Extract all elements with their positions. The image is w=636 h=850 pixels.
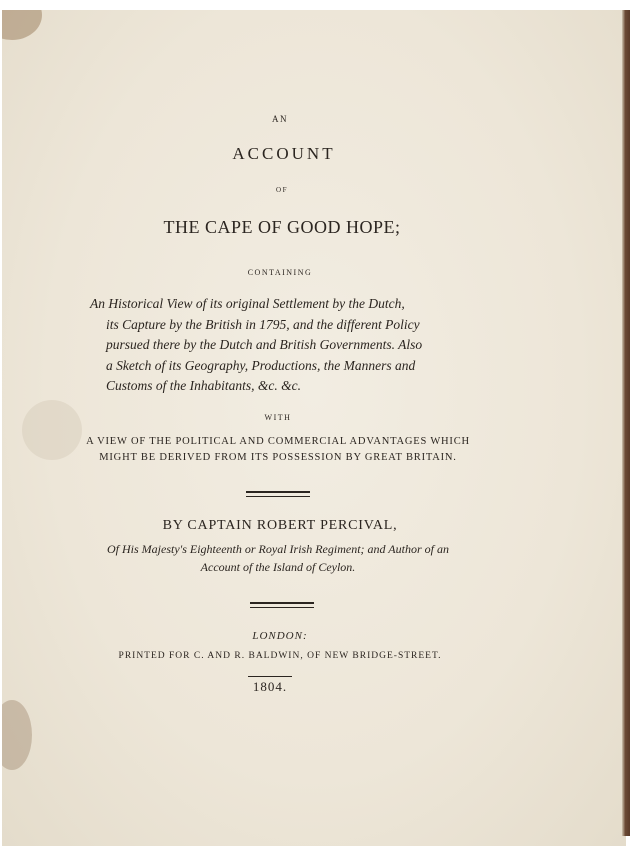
year-line: 1804. bbox=[248, 676, 292, 695]
description-line: a Sketch of its Geography, Productions, the Manners and bbox=[106, 357, 416, 373]
place-line: LONDON: bbox=[252, 630, 308, 642]
divider-rule bbox=[250, 602, 314, 608]
with-label: WITH bbox=[264, 413, 292, 422]
author-line: BY CAPTAIN ROBERT PERCIVAL, bbox=[162, 518, 398, 533]
advantages-line: A VIEW OF THE POLITICAL AND COMMERCIAL ADVANTAGES WHICH bbox=[86, 436, 470, 447]
containing-label: CONTAINING bbox=[247, 268, 313, 277]
book-edge bbox=[622, 10, 630, 836]
corner-stain bbox=[2, 10, 42, 40]
title-page bbox=[2, 10, 626, 846]
main-title: THE CAPE OF GOOD HOPE; bbox=[163, 217, 401, 237]
printer-line: PRINTED FOR C. AND R. BALDWIN, OF NEW BRIDGE-STREET. bbox=[118, 651, 442, 661]
author-desc-line: Of His Majesty's Eighteenth or Royal Irish Regiment; and Author of an bbox=[107, 542, 449, 556]
advantages-line: MIGHT BE DERIVED FROM ITS POSSESSION BY GREAT BRITAIN. bbox=[99, 452, 457, 463]
description-block bbox=[90, 294, 480, 397]
description-line: its Capture by the British in 1795, and the different Policy bbox=[106, 316, 420, 332]
advantages-block bbox=[2, 434, 590, 466]
margin-stain bbox=[2, 700, 32, 770]
description-line: An Historical View of its original Settlement by the Dutch, bbox=[90, 296, 405, 311]
divider-rule bbox=[246, 491, 310, 497]
description-line: pursued there by the Dutch and British Governments. Also bbox=[106, 337, 423, 352]
heading-an: AN bbox=[272, 114, 288, 124]
heading-account: ACCOUNT bbox=[232, 144, 336, 163]
description-line: Customs of the Inhabitants, &c. &c. bbox=[106, 378, 301, 393]
heading-of: OF bbox=[276, 186, 288, 194]
author-desc-line: Account of the Island of Ceylon. bbox=[200, 560, 356, 574]
